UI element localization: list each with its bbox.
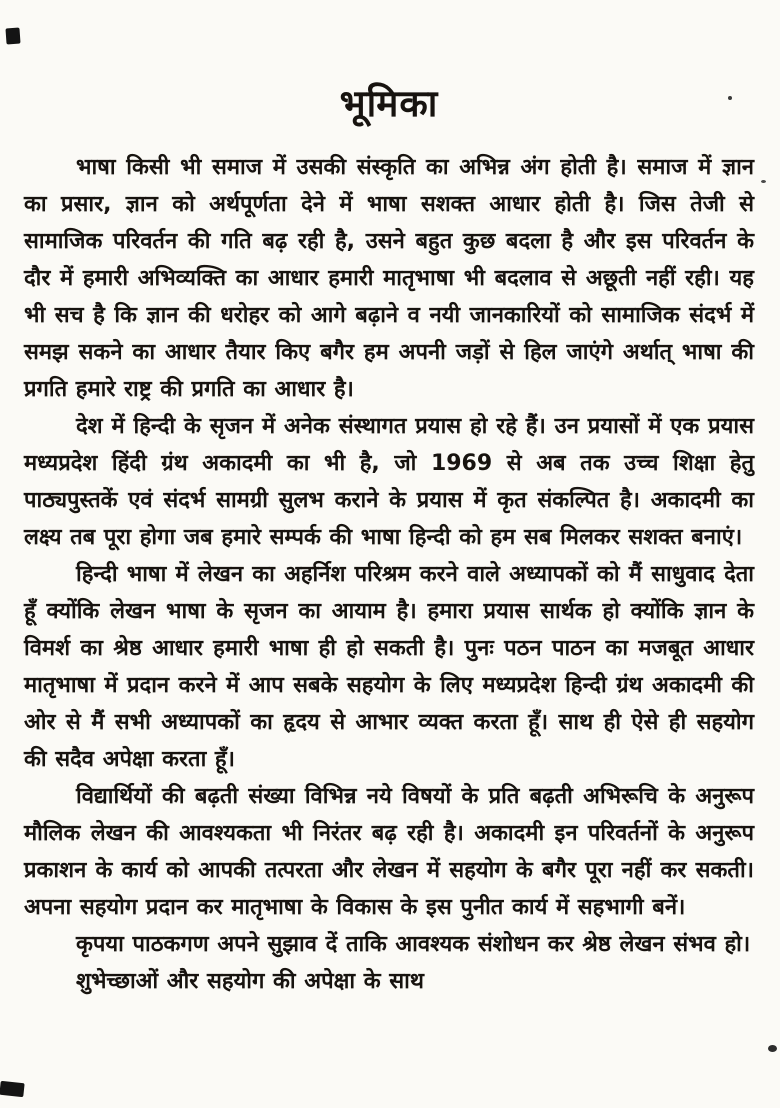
scan-artifact-bottom-left <box>0 1081 25 1097</box>
scan-speck <box>728 96 732 100</box>
scan-artifact-bottom-right <box>768 1045 777 1052</box>
paragraph-5: कृपया पाठकगण अपने सुझाव दें ताकि आवश्यक संशोधन कर श्रेष्ठ लेखन संभव हो। <box>76 932 751 957</box>
scan-artifact-top-left <box>5 28 20 45</box>
closing-line: शुभेच्छाओं और सहयोग की अपेक्षा के साथ <box>76 969 424 994</box>
page-title: भूमिका <box>339 82 439 125</box>
scan-speck <box>761 180 766 183</box>
paragraph-3: हिन्दी भाषा में लेखन का अहर्निश परिश्रम करने वाले अध्यापकों को मैं साधुवाद देता हूँ क्योंकि लेखन भाषा के सृजन का आयाम है। हमारा प्रयास सार्थक हो क्योंकि ज्ञान के विमर्श का श्रेष्ठ आधार हमारी भाषा ही हो सकती है। पुनः पठन पाठन का मजबूत आधार मातृभाषा में प्रदान करने में आप सबके सहयोग के लिए मध्यप्रदेश हिन्दी ग्रंथ अकादमी की ओर से मैं सभी अध्यापकों का हृदय से आभार व्यक्त करता हूँ। साथ ही ऐसे ही सहयोग की सदैव अपेक्षा करता हूँ। <box>24 562 754 772</box>
paragraph-2: देश में हिन्दी के सृजन में अनेक संस्थागत प्रयास हो रहे हैं। उन प्रयासों में एक प्रयास मध्यप्रदेश हिंदी ग्रंथ अकादमी का भी है, जो 1969 से अब तक उच्च शिक्षा हेतु पाठ्यपुस्तकें एवं संदर्भ सामग्री सुलभ कराने के प्रयास में कृत संकल्पित है। अकादमी का लक्ष्य तब पूरा होगा जब हमारे सम्पर्क की भाषा हिन्दी को हम सब मिलकर सशक्त बनाएं। <box>24 414 754 550</box>
paragraph-1: भाषा किसी भी समाज में उसकी संस्कृति का अभिन्न अंग होती है। समाज में ज्ञान का प्रसार, ज्ञान को अर्थपूर्णता देने में भाषा सशक्त आधार होती है। जिस तेजी से सामाजिक परिवर्तन की गति बढ़ रही है, उसने बहुत कुछ बदला है और इस परिवर्तन के दौर में हमारी अभिव्यक्ति का आधार हमारी मातृभाषा भी बदलाव से अछूती नहीं रही। यह भी सच है कि ज्ञान की धरोहर को आगे बढ़ाने व नयी जानकारियों को सामाजिक संदर्भ में समझ सकने का आधार तैयार किए बगैर हम अपनी जड़ों से हिल जाएंगे अर्थात् भाषा की प्रगति हमारे राष्ट्र की प्रगति का आधार है। <box>24 155 754 402</box>
paragraph-4: विद्यार्थियों की बढ़ती संख्या विभिन्न नये विषयों के प्रति बढ़ती अभिरूचि के अनुरूप मौलिक लेखन की आवश्यकता भी निरंतर बढ़ रही है। अकादमी इन परिवर्तनों के अनुरूप प्रकाशन के कार्य को आपकी तत्परता और लेखन में सहयोग के बगैर पूरा नहीं कर सकती। अपना सहयोग प्रदान कर मातृभाषा के विकास के इस पुनीत कार्य में सहभागी बनें। <box>24 784 754 920</box>
